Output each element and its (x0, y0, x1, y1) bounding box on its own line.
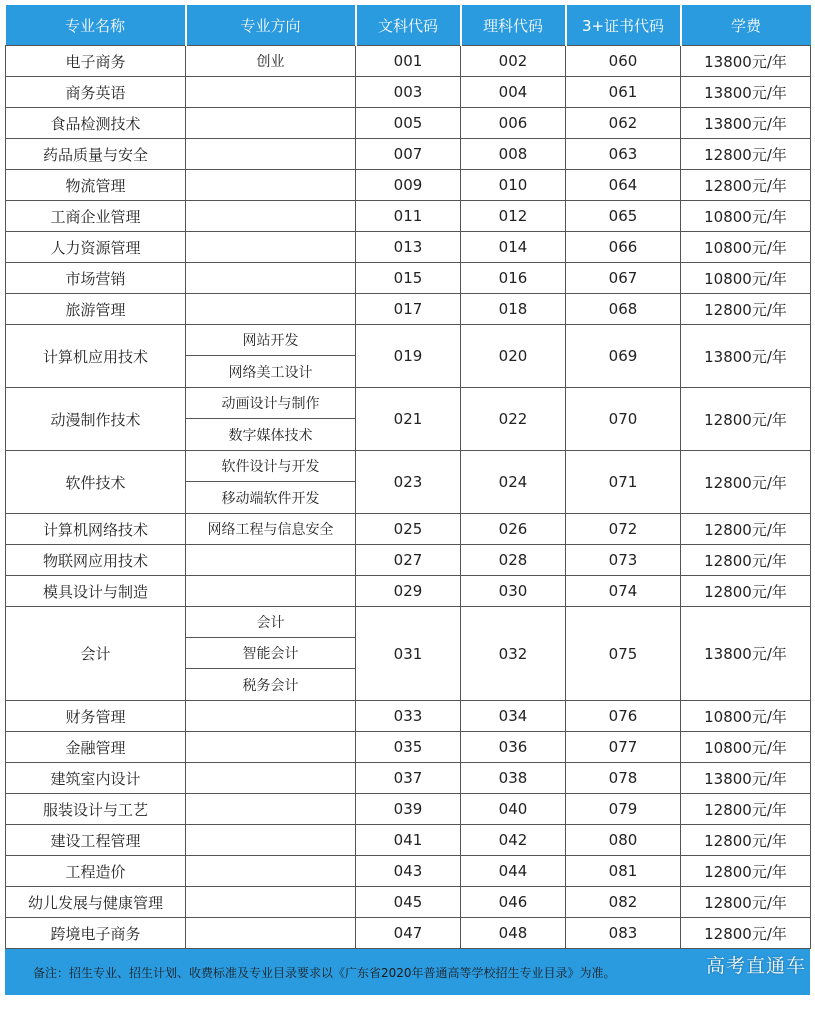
major-name-cell: 建设工程管理 (6, 825, 186, 856)
major-name-cell: 软件技术 (6, 451, 186, 514)
science-code-cell: 034 (461, 701, 566, 732)
header-tuition: 学费 (681, 5, 811, 46)
direction-cell (186, 763, 356, 794)
science-code-cell: 028 (461, 545, 566, 576)
direction-list (186, 451, 355, 513)
header-direction: 专业方向 (186, 5, 356, 46)
table-row (6, 108, 811, 139)
major-name-cell: 会计 (6, 607, 186, 701)
direction-item: 网站开发 (186, 325, 355, 356)
science-code-cell: 004 (461, 77, 566, 108)
table-row (6, 294, 811, 325)
header-major-name: 专业名称 (6, 5, 186, 46)
table-row (6, 825, 811, 856)
arts-code-cell: 031 (356, 607, 461, 701)
direction-list (186, 388, 355, 450)
science-code-cell: 032 (461, 607, 566, 701)
table-row (6, 451, 811, 514)
certificate-code-cell: 081 (566, 856, 681, 887)
major-name-cell: 市场营销 (6, 263, 186, 294)
major-name-cell: 模具设计与制造 (6, 576, 186, 607)
major-name-cell: 旅游管理 (6, 294, 186, 325)
major-name-cell: 工商企业管理 (6, 201, 186, 232)
direction-cell (186, 607, 356, 701)
tuition-cell: 12800元/年 (681, 451, 811, 514)
major-name-cell: 计算机应用技术 (6, 325, 186, 388)
tuition-cell: 13800元/年 (681, 325, 811, 388)
arts-code-cell: 033 (356, 701, 461, 732)
table-row (6, 701, 811, 732)
table-row (6, 545, 811, 576)
direction-list (186, 607, 355, 700)
direction-cell (186, 794, 356, 825)
major-name-cell: 计算机网络技术 (6, 514, 186, 545)
direction-item: 税务会计 (242, 677, 299, 694)
certificate-code-cell: 082 (566, 887, 681, 918)
header-row (6, 5, 811, 46)
science-code-cell: 036 (461, 732, 566, 763)
direction-item: 网络美工设计 (228, 364, 313, 381)
table-row (6, 732, 811, 763)
tuition-cell: 13800元/年 (681, 46, 811, 77)
certificate-code-cell: 073 (566, 545, 681, 576)
arts-code-cell: 047 (356, 918, 461, 949)
tuition-cell: 10800元/年 (681, 701, 811, 732)
table-row (6, 607, 811, 701)
table-row (6, 201, 811, 232)
direction-item: 会计 (186, 607, 355, 638)
science-code-cell: 026 (461, 514, 566, 545)
direction-cell (186, 139, 356, 170)
arts-code-cell: 009 (356, 170, 461, 201)
major-name-cell: 工程造价 (6, 856, 186, 887)
table-row (6, 794, 811, 825)
tuition-cell: 13800元/年 (681, 108, 811, 139)
certificate-code-cell: 066 (566, 232, 681, 263)
science-code-cell: 030 (461, 576, 566, 607)
table-row (6, 232, 811, 263)
arts-code-cell: 019 (356, 325, 461, 388)
science-code-cell: 002 (461, 46, 566, 77)
table-row (6, 263, 811, 294)
table-row (6, 170, 811, 201)
tuition-cell: 10800元/年 (681, 232, 811, 263)
direction-item: 软件设计与开发 (186, 451, 355, 482)
science-code-cell: 020 (461, 325, 566, 388)
direction-cell (186, 825, 356, 856)
direction-item: 数字媒体技术 (228, 427, 313, 444)
tuition-cell: 12800元/年 (681, 170, 811, 201)
arts-code-cell: 011 (356, 201, 461, 232)
tuition-cell: 12800元/年 (681, 887, 811, 918)
major-name-cell: 人力资源管理 (6, 232, 186, 263)
header-science-code: 理科代码 (461, 5, 566, 46)
direction-cell (186, 77, 356, 108)
tuition-cell: 12800元/年 (681, 794, 811, 825)
certificate-code-cell: 074 (566, 576, 681, 607)
table-row (6, 77, 811, 108)
direction-cell (186, 887, 356, 918)
tuition-cell: 13800元/年 (681, 763, 811, 794)
major-name-cell: 服装设计与工艺 (6, 794, 186, 825)
arts-code-cell: 005 (356, 108, 461, 139)
tuition-cell: 12800元/年 (681, 294, 811, 325)
admissions-table (5, 5, 811, 949)
direction-item: 智能会计 (186, 638, 355, 669)
science-code-cell: 016 (461, 263, 566, 294)
arts-code-cell: 015 (356, 263, 461, 294)
direction-cell (186, 170, 356, 201)
direction-cell (186, 918, 356, 949)
table-row (6, 139, 811, 170)
arts-code-cell: 025 (356, 514, 461, 545)
arts-code-cell: 003 (356, 77, 461, 108)
tuition-cell: 12800元/年 (681, 825, 811, 856)
direction-cell (186, 545, 356, 576)
certificate-code-cell: 068 (566, 294, 681, 325)
table-row (6, 918, 811, 949)
certificate-code-cell: 078 (566, 763, 681, 794)
table-body (6, 46, 811, 949)
major-name-cell: 金融管理 (6, 732, 186, 763)
major-name-cell: 食品检测技术 (6, 108, 186, 139)
tuition-cell: 10800元/年 (681, 201, 811, 232)
arts-code-cell: 007 (356, 139, 461, 170)
direction-item: 移动端软件开发 (221, 490, 320, 507)
science-code-cell: 044 (461, 856, 566, 887)
direction-cell (186, 856, 356, 887)
tuition-cell: 13800元/年 (681, 77, 811, 108)
major-name-cell: 药品质量与安全 (6, 139, 186, 170)
table-row (6, 576, 811, 607)
tuition-cell: 12800元/年 (681, 918, 811, 949)
science-code-cell: 018 (461, 294, 566, 325)
direction-cell (186, 263, 356, 294)
major-name-cell: 幼儿发展与健康管理 (6, 887, 186, 918)
science-code-cell: 006 (461, 108, 566, 139)
footer-note-text: 备注：招生专业、招生计划、收费标准及专业目录要求以《广东省2020年普通高等学校招生专业目录》为准。 (33, 965, 616, 980)
arts-code-cell: 029 (356, 576, 461, 607)
certificate-code-cell: 076 (566, 701, 681, 732)
certificate-code-cell: 061 (566, 77, 681, 108)
science-code-cell: 012 (461, 201, 566, 232)
admissions-table-container (5, 5, 810, 995)
direction-cell (186, 576, 356, 607)
direction-cell (186, 732, 356, 763)
footer-note-bar (5, 949, 810, 995)
science-code-cell: 046 (461, 887, 566, 918)
arts-code-cell: 043 (356, 856, 461, 887)
certificate-code-cell: 077 (566, 732, 681, 763)
certificate-code-cell: 080 (566, 825, 681, 856)
direction-cell (186, 325, 356, 388)
arts-code-cell: 027 (356, 545, 461, 576)
table-row (6, 763, 811, 794)
science-code-cell: 040 (461, 794, 566, 825)
science-code-cell: 010 (461, 170, 566, 201)
tuition-cell: 12800元/年 (681, 576, 811, 607)
arts-code-cell: 017 (356, 294, 461, 325)
direction-cell (186, 201, 356, 232)
arts-code-cell: 021 (356, 388, 461, 451)
certificate-code-cell: 065 (566, 201, 681, 232)
arts-code-cell: 023 (356, 451, 461, 514)
certificate-code-cell: 071 (566, 451, 681, 514)
major-name-cell: 财务管理 (6, 701, 186, 732)
certificate-code-cell: 060 (566, 46, 681, 77)
table-row (6, 856, 811, 887)
arts-code-cell: 041 (356, 825, 461, 856)
direction-cell: 创业 (186, 46, 356, 77)
direction-item: 动画设计与制作 (186, 388, 355, 419)
direction-list (186, 325, 355, 387)
certificate-code-cell: 067 (566, 263, 681, 294)
science-code-cell: 008 (461, 139, 566, 170)
header-certificate-code: 3+证书代码 (566, 5, 681, 46)
table-row (6, 388, 811, 451)
science-code-cell: 048 (461, 918, 566, 949)
direction-cell (186, 108, 356, 139)
science-code-cell: 014 (461, 232, 566, 263)
table-row (6, 887, 811, 918)
certificate-code-cell: 062 (566, 108, 681, 139)
direction-cell (186, 232, 356, 263)
major-name-cell: 跨境电子商务 (6, 918, 186, 949)
tuition-cell: 12800元/年 (681, 545, 811, 576)
major-name-cell: 商务英语 (6, 77, 186, 108)
science-code-cell: 022 (461, 388, 566, 451)
science-code-cell: 038 (461, 763, 566, 794)
tuition-cell: 12800元/年 (681, 514, 811, 545)
science-code-cell: 024 (461, 451, 566, 514)
certificate-code-cell: 070 (566, 388, 681, 451)
major-name-cell: 物联网应用技术 (6, 545, 186, 576)
certificate-code-cell: 069 (566, 325, 681, 388)
direction-cell (186, 451, 356, 514)
direction-cell (186, 701, 356, 732)
major-name-cell: 建筑室内设计 (6, 763, 186, 794)
header-arts-code: 文科代码 (356, 5, 461, 46)
major-name-cell: 电子商务 (6, 46, 186, 77)
arts-code-cell: 001 (356, 46, 461, 77)
arts-code-cell: 013 (356, 232, 461, 263)
table-row (6, 325, 811, 388)
tuition-cell: 12800元/年 (681, 139, 811, 170)
certificate-code-cell: 079 (566, 794, 681, 825)
direction-cell (186, 388, 356, 451)
tuition-cell: 12800元/年 (681, 388, 811, 451)
table-row (6, 514, 811, 545)
certificate-code-cell: 064 (566, 170, 681, 201)
tuition-cell: 12800元/年 (681, 856, 811, 887)
certificate-code-cell: 072 (566, 514, 681, 545)
science-code-cell: 042 (461, 825, 566, 856)
certificate-code-cell: 063 (566, 139, 681, 170)
tuition-cell: 10800元/年 (681, 263, 811, 294)
certificate-code-cell: 075 (566, 607, 681, 701)
direction-cell (186, 294, 356, 325)
table-row (6, 46, 811, 77)
direction-cell: 网络工程与信息安全 (186, 514, 356, 545)
tuition-cell: 10800元/年 (681, 732, 811, 763)
arts-code-cell: 035 (356, 732, 461, 763)
major-name-cell: 动漫制作技术 (6, 388, 186, 451)
certificate-code-cell: 083 (566, 918, 681, 949)
arts-code-cell: 037 (356, 763, 461, 794)
major-name-cell: 物流管理 (6, 170, 186, 201)
tuition-cell: 13800元/年 (681, 607, 811, 701)
arts-code-cell: 039 (356, 794, 461, 825)
arts-code-cell: 045 (356, 887, 461, 918)
watermark-text: 高考直通车 (705, 955, 806, 977)
